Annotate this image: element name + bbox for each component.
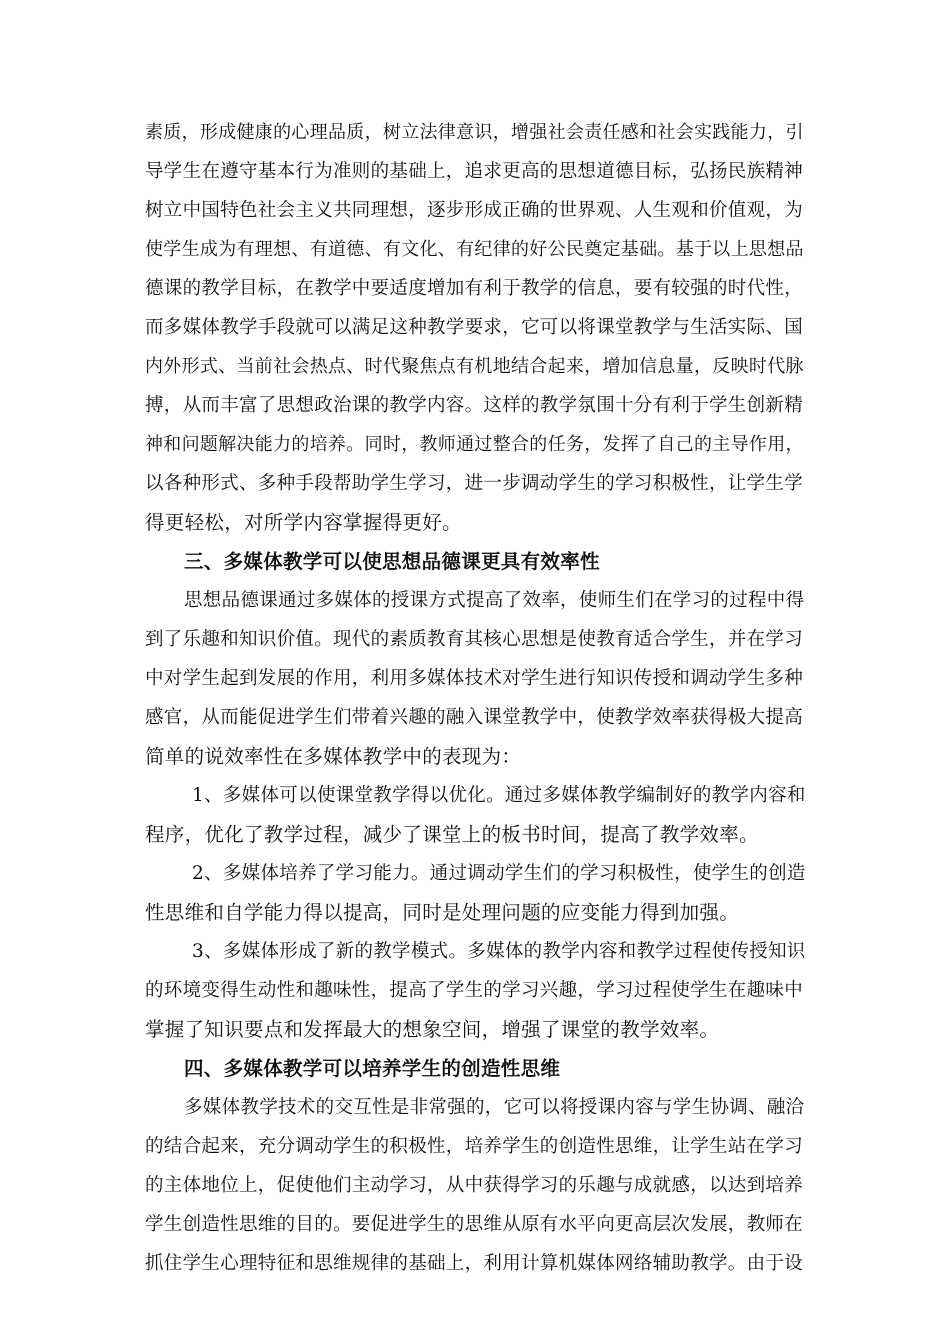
text-line: 导学生在遵守基本行为准则的基础上，追求更高的思想道德目标，弘扬民族精神 [145,161,804,182]
list-item: 3、多媒体形成了新的教学模式。多媒体的教学内容和教学过程使传授知识 [192,941,806,962]
list-item: 2、多媒体培养了学习能力。通过调动学生们的学习积极性，使学生的创造 [192,863,806,884]
text-line: 树立中国特色社会主义共同理想，逐步形成正确的世界观、人生观和价值观，为 [145,200,804,221]
list-item: 1、多媒体可以使课堂教学得以优化。通过多媒体教学编制好的教学内容和 [192,785,806,806]
text-line: 以各种形式、多种手段帮助学生学习，进一步调动学生的学习积极性，让学生学 [145,473,804,494]
text-line: 程序，优化了教学过程，减少了课堂上的板书时间，提高了教学效率。 [145,823,759,846]
text-line: 思想品德课通过多媒体的授课方式提高了效率，使师生们在学习的过程中得 [184,590,805,611]
text-line: 的环境变得生动性和趣味性，提高了学生的学习兴趣，学习过程使学生在趣味中 [145,980,804,1001]
text-line: 多媒体教学技术的交互性是非常强的，它可以将授课内容与学生协调、融洽 [184,1097,805,1118]
text-line: 简单的说效率性在多媒体教学中的表现为： [145,745,522,768]
text-line: 学生创造性思维的目的。要促进学生的思维从原有水平向更高层次发展，教师在 [145,1214,804,1235]
text-line: 而多媒体教学手段就可以满足这种教学要求，它可以将课堂教学与生活实际、国 [145,317,804,338]
text-line: 到了乐趣和知识价值。现代的素质教育其核心思想是使教育适合学生，并在学习 [145,629,804,650]
text-line: 的结合起来，充分调动学生的积极性，培养学生的创造性思维，让学生站在学习 [145,1136,804,1157]
text-line: 神和问题解决能力的培养。同时，教师通过整合的任务，发挥了自己的主导作用， [145,434,804,455]
section-heading: 四、多媒体教学可以培养学生的创造性思维 [184,1057,561,1080]
text-line: 得更轻松，对所学内容掌握得更好。 [145,511,462,534]
text-line: 德课的教学目标，在教学中要适度增加有利于教学的信息，要有较强的时代性， [145,278,804,299]
text-line: 的主体地位上，促使他们主动学习，从中获得学习的乐趣与成就感，以达到培养 [145,1175,804,1196]
text-line: 感官，从而能促进学生们带着兴趣的融入课堂教学中，使教学效率获得极大提高 [145,707,804,728]
text-line: 掌握了知识要点和发挥最大的想象空间，增强了课堂的教学效率。 [145,1018,720,1041]
text-line: 中对学生起到发展的作用，利用多媒体技术对学生进行知识传授和调动学生多种 [145,668,804,689]
text-line: 使学生成为有理想、有道德、有文化、有纪律的好公民奠定基础。基于以上思想品 [145,239,804,260]
text-line: 内外形式、当前社会热点、时代聚焦点有机地结合起来，增加信息量，反映时代脉 [145,356,804,377]
text-line: 抓住学生心理特征和思维规律的基础上，利用计算机媒体网络辅助教学。由于设 [145,1253,804,1274]
section-heading: 三、多媒体教学可以使思想品德课更具有效率性 [184,550,600,573]
text-line: 性思维和自学能力得以提高，同时是处理问题的应变能力得到加强。 [145,901,740,924]
text-line: 搏，从而丰富了思想政治课的教学内容。这样的教学氛围十分有利于学生创新精 [145,395,804,416]
text-line: 素质，形成健康的心理品质，树立法律意识，增强社会责任感和社会实践能力，引 [145,122,804,143]
